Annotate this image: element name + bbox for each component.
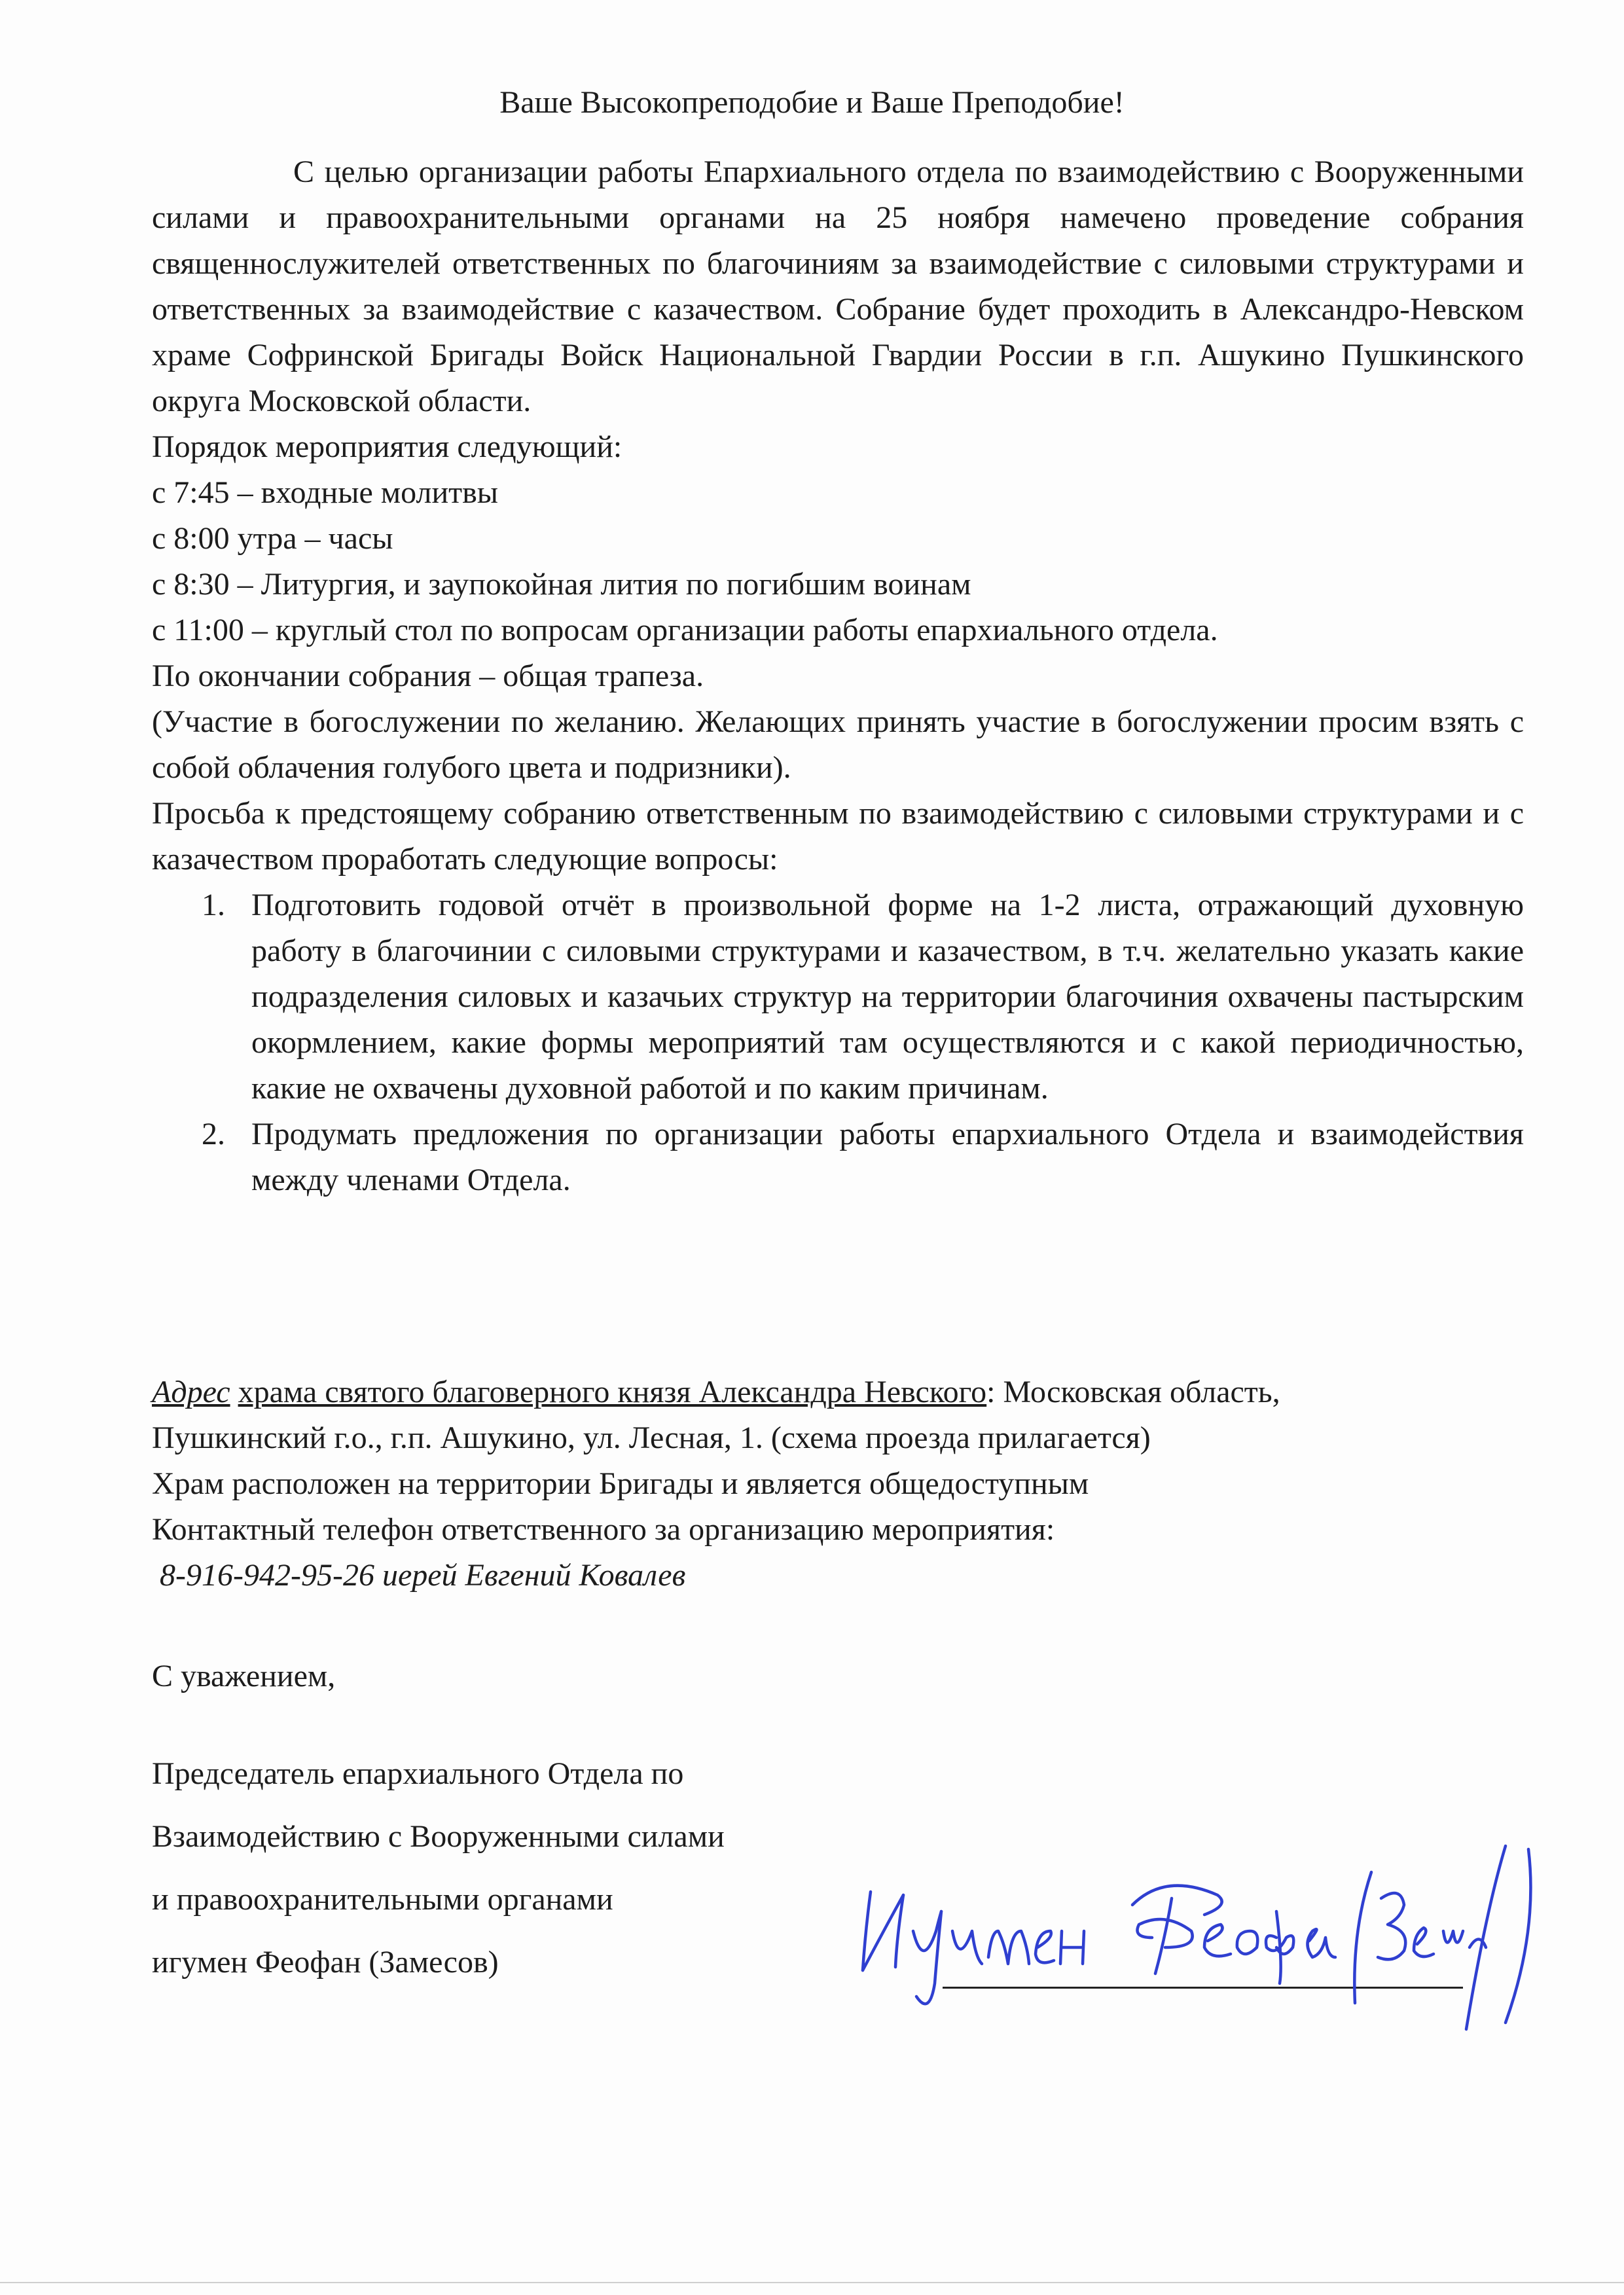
intro-paragraph: С целью организации работы Епархиального отдела по взаимодействию с Вооруженными силами и правоохранительными органами на 25 ноября намечено проведение собрания священнослужителей ответственных по благочиниям за взаимодействие с силовыми структурами и ответственных за взаимодействие с казачеством. Собрание будет проходить в Александро-Невском храме Софринской Бригады Войск Национальной Гвардии России в г.п. Ашукино Пушкинского округа Московской области. [152, 154, 1524, 418]
schedule-heading: Порядок мероприятия следующий: [152, 429, 623, 464]
signatory-title-line: Председатель епархиального Отдела по [152, 1756, 684, 1791]
address-location-part2: Пушкинский г.о., г.п. Ашукино, ул. Лесная, 1. (схема проезда прилагается) [152, 1420, 1151, 1455]
signatory-title-line: и правоохранительными органами [152, 1882, 613, 1917]
request-intro: Просьба к предстоящему собранию ответственным по взаимодействию с силовыми структурами и с казачеством проработать следующие вопросы: [152, 796, 1524, 876]
address-location-part1: : Московская область, [986, 1375, 1280, 1409]
participation-note: (Участие в богослужении по желанию. Желающих принять участие в богослужении просим взять с собой облачения голубого цвета и подризники). [152, 704, 1524, 785]
address-line [152, 1369, 1524, 1415]
closing-block [152, 1653, 725, 1994]
schedule-item: с 11:00 – круглый стол по вопросам организации работы епархиального отдела. [152, 613, 1218, 647]
page-bottom-edge [0, 2282, 1624, 2283]
questions-list [152, 882, 1524, 1203]
temple-name: храма святого благоверного князя Александра Невского [238, 1375, 987, 1409]
address-note: Храм расположен на территории Бригады и является общедоступным [152, 1466, 1089, 1501]
question-text: Продумать предложения по организации работы епархиального Отдела и взаимодействия между членами Отдела. [251, 1117, 1524, 1197]
address-block [152, 1369, 1524, 1599]
contact-label: Контактный телефон ответственного за организацию мероприятия: [152, 1512, 1055, 1547]
question-item [152, 882, 1524, 1111]
question-item [152, 1111, 1524, 1203]
question-number: 1. [202, 888, 225, 922]
schedule-after: По окончании собрания – общая трапеза. [152, 659, 704, 693]
schedule-item: с 8:00 утра – часы [152, 521, 393, 556]
closing-regards: С уважением, [152, 1659, 336, 1693]
address-label: Адрес [152, 1375, 230, 1409]
contact-phone: 8-916-942-95-26 иерей Евгений Ковалев [160, 1558, 686, 1593]
schedule-item: с 8:30 – Литургия, и заупокойная лития по погибшим воинам [152, 567, 971, 602]
greeting: Ваше Высокопреподобие и Ваше Преподобие! [499, 85, 1125, 120]
schedule-item: с 7:45 – входные молитвы [152, 475, 499, 510]
letter-body [152, 149, 1524, 1203]
signatory-name: игумен Феофан (Замесов) [152, 1945, 499, 1979]
question-number: 2. [202, 1117, 225, 1151]
signatory-title-line: Взаимодействию с Вооруженными силами [152, 1819, 725, 1854]
handwritten-signature [825, 1833, 1558, 2042]
question-text: Подготовить годовой отчёт в произвольной форме на 1-2 листа, отражающий духовную работу в благочинии с силовыми структурами и казачеством, в т.ч. желательно указать какие подразделения силовых и казачьих структур на территории благочиния охвачены пастырским окормлением, какие формы мероприятий там осуществляются и с какой периодичностью, какие не охвачены духовной работой и по каким причинам. [251, 888, 1524, 1106]
